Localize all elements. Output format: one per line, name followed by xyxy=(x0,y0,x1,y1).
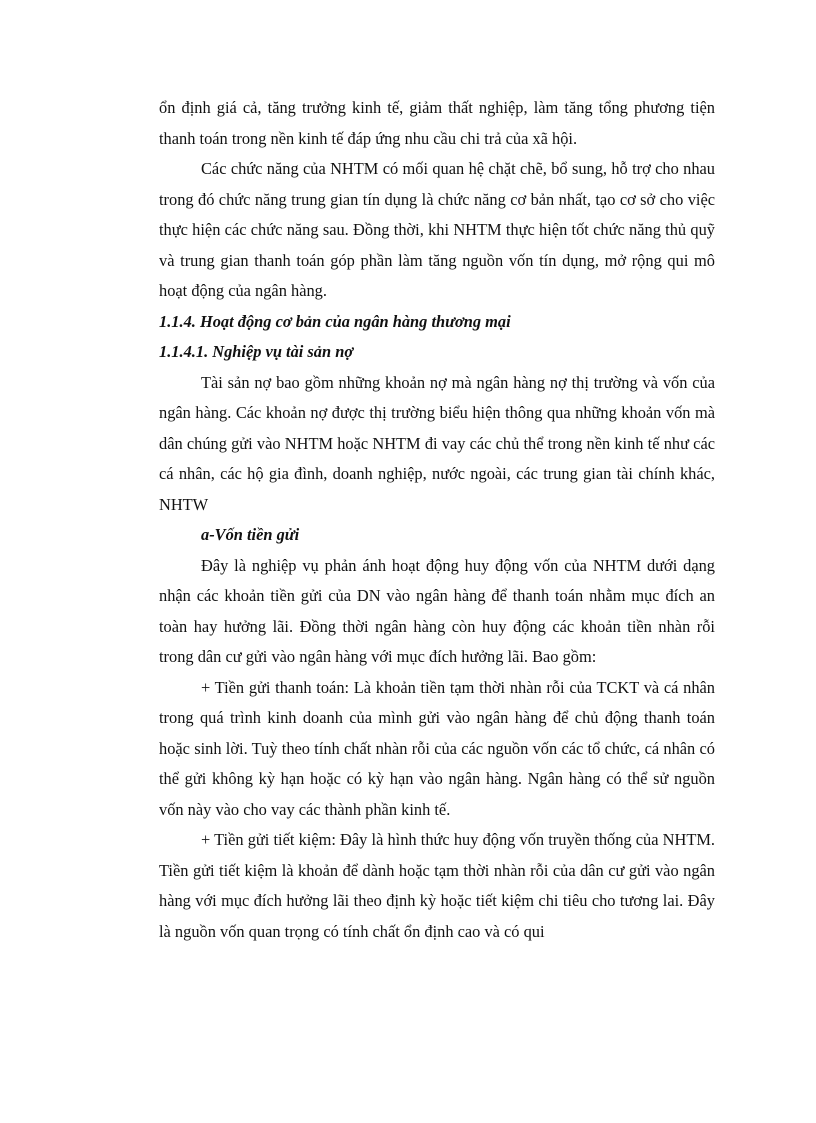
subsection-title: a-Vốn tiền gửi xyxy=(201,525,300,544)
paragraph: Tài sản nợ bao gồm những khoản nợ mà ngân hàng nợ thị trường và vốn của ngân hàng. Các khoản nợ được thị trường biểu hiện thông qua những khoản vốn mà dân chúng gửi vào NHTM hoặc NHTM đi vay các chủ thể trong nền kinh tế như các cá nhân, các hộ gia đình, doanh nghiệp, nước ngoài, các trung gian tài chính khác, NHTW xyxy=(159,372,715,514)
paragraph: Đây là nghiệp vụ phản ánh hoạt động huy động vốn của NHTM dưới dạng nhận các khoản tiền gửi của DN vào ngân hàng để thanh toán nhằm mục đích an toàn hay hưởng lãi. Đồng thời ngân hàng còn huy động các khoản tiền nhàn rỗi trong dân cư gửi vào ngân hàng với mục đích hưởng lãi. Bao gồm: xyxy=(159,555,715,666)
paragraph: + Tiền gửi thanh toán: Là khoản tiền tạm thời nhàn rỗi của TCKT và cá nhân trong quá trình kinh doanh của mình gửi vào ngân hàng để chủ động thanh toán hoặc sinh lời. Tuỳ theo tính chất nhàn rỗi của các nguồn vốn các tổ chức, cá nhân có thể gửi không kỳ hạn hoặc có kỳ hạn vào ngân hàng. Ngân hàng có thể sử nguồn vốn này vào cho vay các thành phần kinh tế. xyxy=(159,677,715,819)
section-heading: 1.1.4. Hoạt động cơ bản của ngân hàng thương mại xyxy=(159,311,511,331)
paragraph: Các chức năng của NHTM có mối quan hệ chặt chẽ, bổ sung, hỗ trợ cho nhau trong đó chức năng trung gian tín dụng là chức năng cơ bản nhất, tạo cơ sở cho việc thực hiện các chức năng sau. Đồng thời, khi NHTM thực hiện tốt chức năng thủ quỹ và trung gian thanh toán góp phần làm tăng nguồn vốn tín dụng, mở rộng qui mô hoạt động của ngân hàng. xyxy=(159,159,715,300)
paragraph: ổn định giá cả, tăng trưởng kinh tế, giảm thất nghiệp, làm tăng tổng phương tiện thanh toán trong nền kinh tế đáp ứng nhu cầu chi trả của xã hội. xyxy=(159,98,715,148)
subsection-heading: 1.1.4.1. Nghiệp vụ tài sản nợ xyxy=(159,342,354,361)
paragraph: + Tiền gửi tiết kiệm: Đây là hình thức huy động vốn truyền thống của NHTM. Tiền gửi tiết kiệm là khoản để dành hoặc tạm thời nhàn rỗi của dân cư gửi vào ngân hàng với mục đích hưởng lãi theo định kỳ hoặc tiết kiệm chi tiêu cho tương lai. Đây là nguồn vốn quan trọng có tính chất ổn định cao và có qui xyxy=(159,830,715,941)
document-page xyxy=(159,93,715,947)
